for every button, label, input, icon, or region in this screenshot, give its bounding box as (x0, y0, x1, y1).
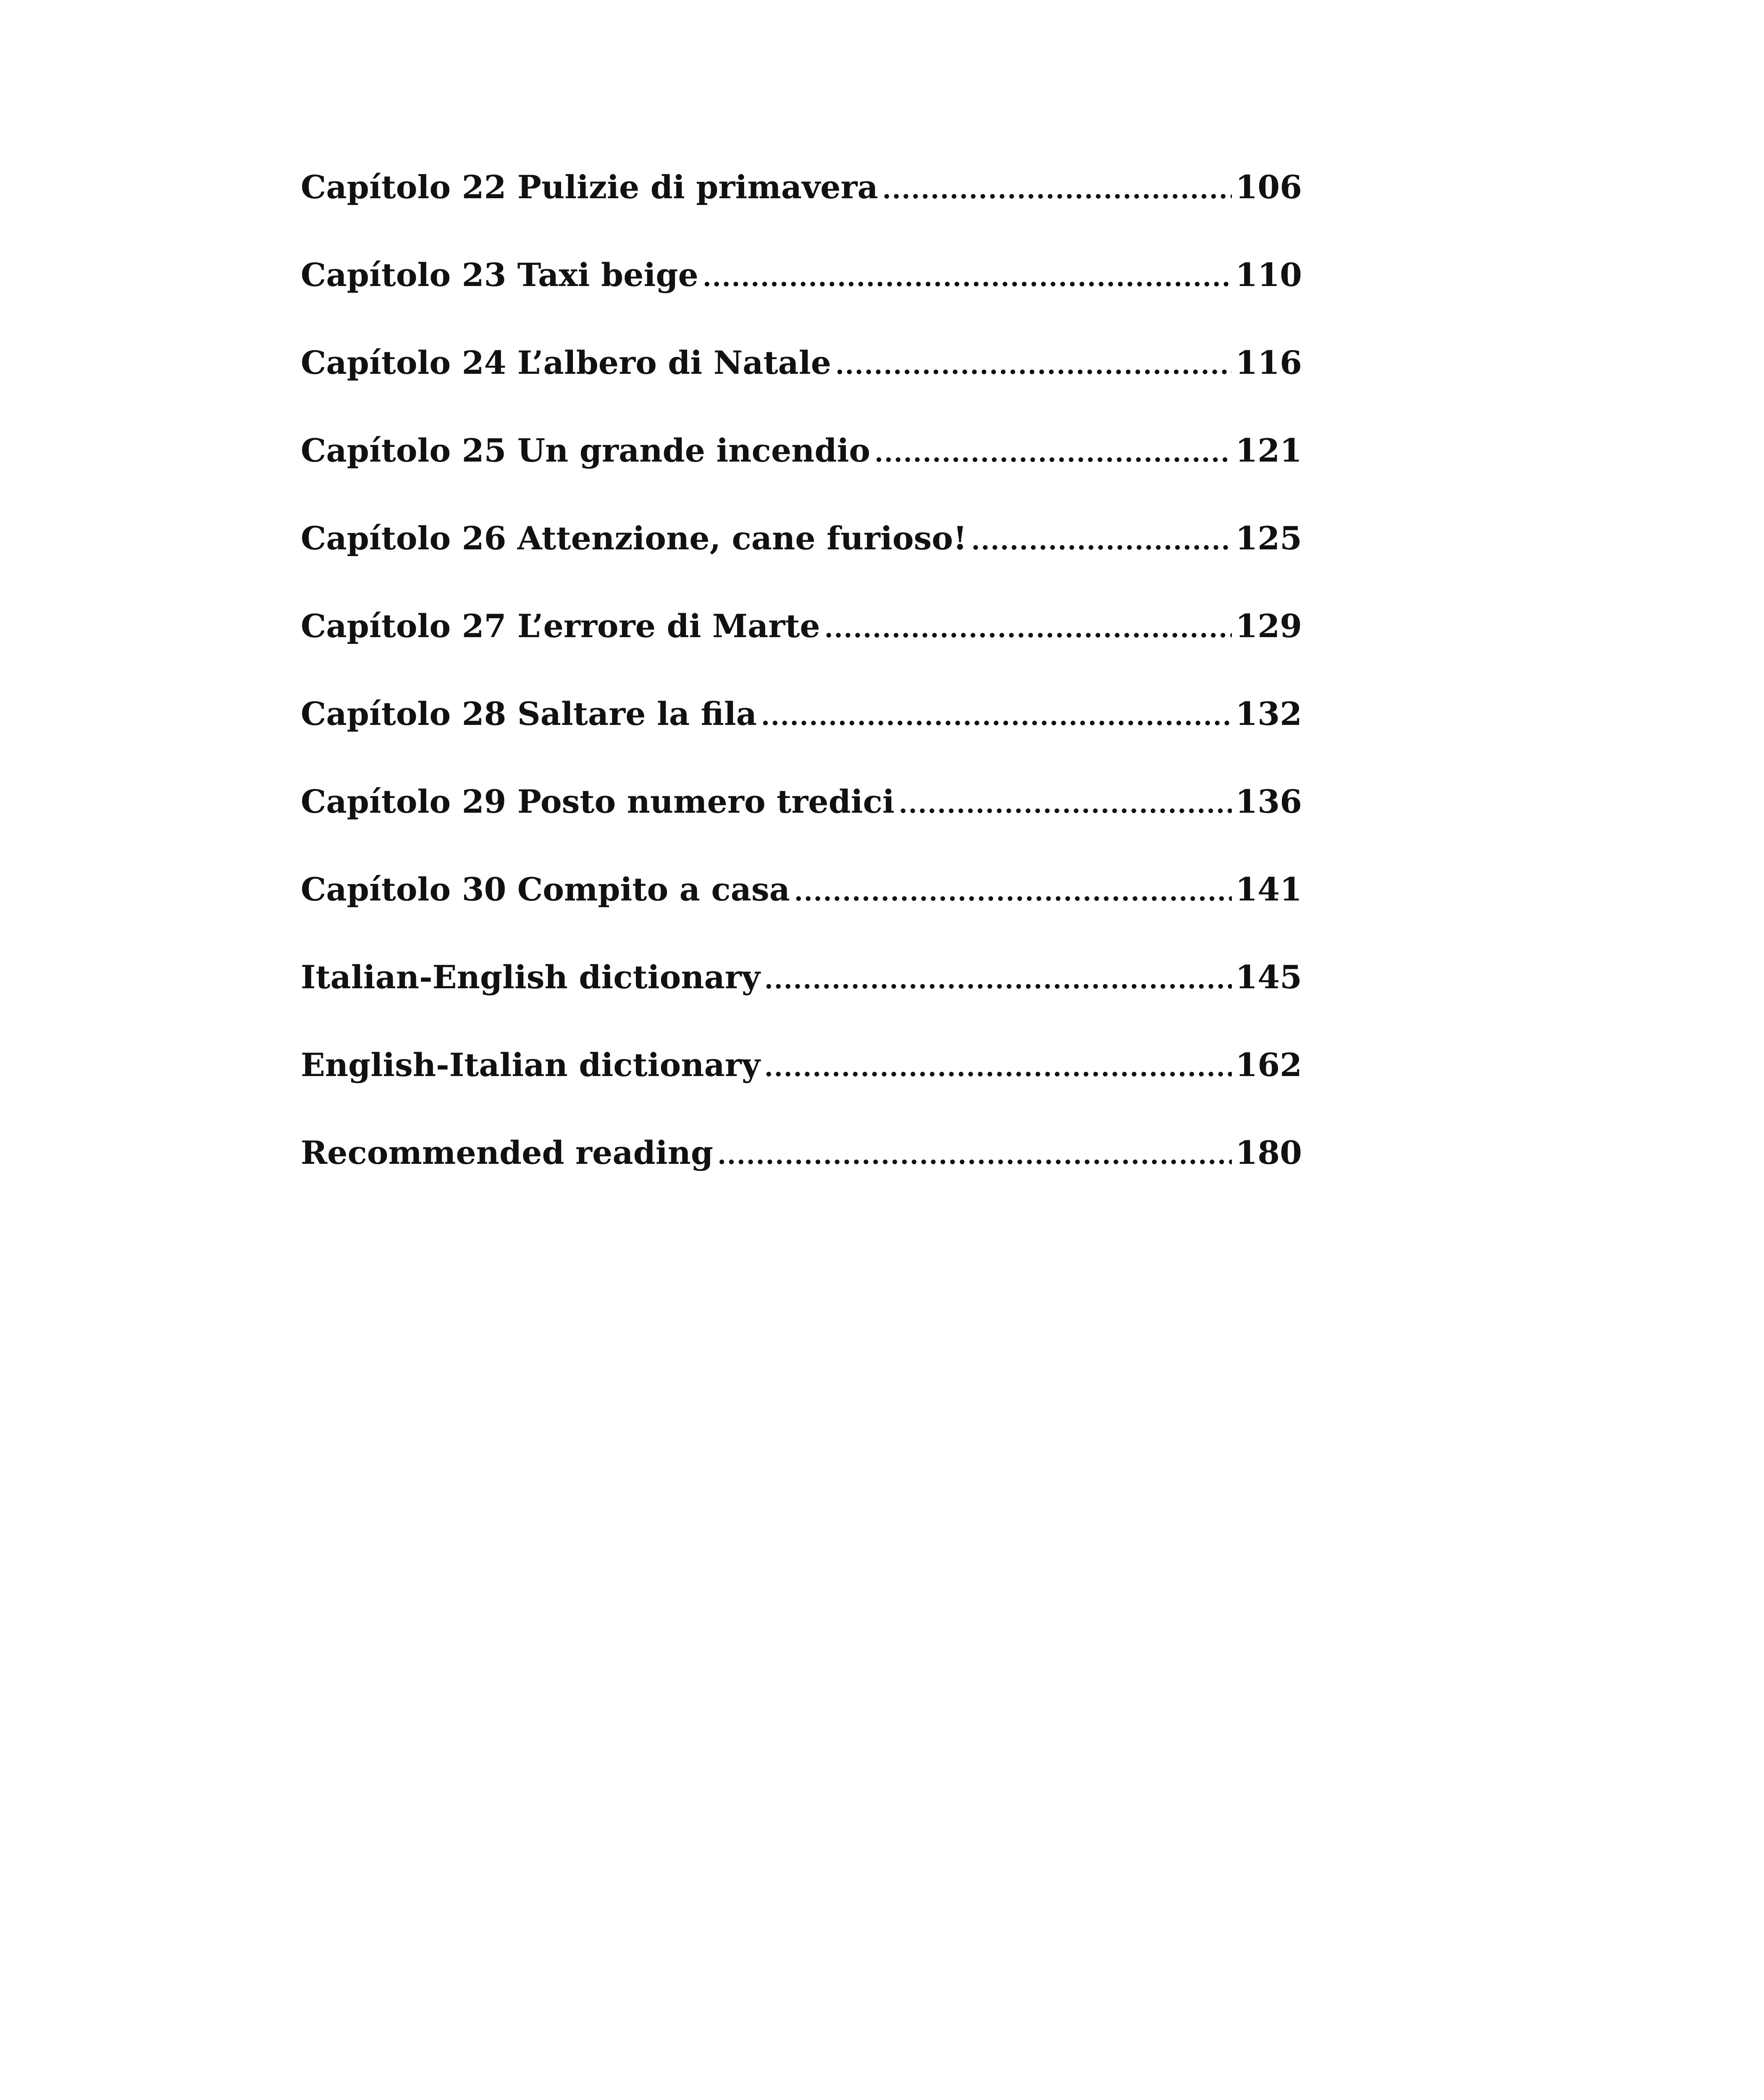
toc-dot-leader (794, 879, 1232, 905)
toc-entry-chapter-23 (301, 256, 1302, 347)
toc-dot-leader (764, 967, 1232, 992)
toc-dot-leader (703, 265, 1232, 290)
toc-dot-leader (717, 1143, 1232, 1168)
toc-dot-leader (761, 704, 1232, 729)
toc-entry-recommended-reading (301, 1134, 1302, 1225)
toc-dot-leader (971, 528, 1232, 554)
toc-entry-chapter-29 (301, 783, 1302, 874)
toc-entry-title: Capítolo 29 Posto numero tredici (301, 783, 895, 820)
toc-entry-page: 145 (1235, 958, 1302, 996)
toc-entry-title: Capítolo 27 L’errore di Marte (301, 607, 820, 645)
toc-entry-english-italian-dictionary (301, 1046, 1302, 1137)
toc-entry-chapter-27 (301, 607, 1302, 698)
toc-entry-title: Capítolo 26 Attenzione, cane furioso! (301, 520, 967, 557)
table-of-contents (301, 168, 1302, 1225)
toc-entry-page: 132 (1235, 695, 1302, 732)
toc-dot-leader (899, 792, 1232, 817)
toc-entry-chapter-22 (301, 168, 1302, 259)
toc-entry-title: Italian-English dictionary (301, 958, 760, 996)
toc-entry-page: 136 (1235, 783, 1302, 820)
toc-entry-title: Capítolo 24 L’albero di Natale (301, 344, 832, 381)
toc-entry-chapter-26 (301, 522, 1302, 610)
toc-entry-page: 129 (1235, 607, 1302, 645)
toc-entry-chapter-28 (301, 695, 1302, 786)
toc-entry-title: Capítolo 22 Pulizie di primavera (301, 168, 878, 206)
toc-entry-chapter-30 (301, 871, 1302, 961)
toc-dot-leader (824, 616, 1232, 641)
toc-entry-title: Capítolo 25 Un grande incendio (301, 432, 871, 469)
toc-entry-title: Recommended reading (301, 1134, 714, 1171)
toc-entry-chapter-24 (301, 344, 1302, 435)
toc-entry-chapter-25 (301, 432, 1302, 522)
toc-entry-page: 116 (1235, 344, 1302, 381)
toc-dot-leader (764, 1055, 1232, 1080)
toc-entry-title: Capítolo 28 Saltare la fila (301, 695, 757, 732)
toc-entry-page: 121 (1235, 432, 1302, 469)
toc-entry-page: 180 (1235, 1134, 1302, 1171)
toc-entry-title: English-Italian dictionary (301, 1046, 760, 1084)
toc-dot-leader (835, 353, 1232, 378)
toc-entry-italian-english-dictionary (301, 958, 1302, 1049)
toc-entry-page: 110 (1235, 256, 1302, 294)
toc-entry-title: Capítolo 30 Compito a casa (301, 871, 790, 908)
toc-entry-page: 125 (1235, 520, 1302, 557)
toc-entry-title: Capítolo 23 Taxi beige (301, 256, 698, 294)
toc-entry-page: 141 (1235, 871, 1302, 908)
toc-dot-leader (874, 441, 1232, 466)
toc-dot-leader (882, 177, 1232, 202)
toc-entry-page: 162 (1235, 1046, 1302, 1084)
toc-entry-page: 106 (1235, 168, 1302, 206)
